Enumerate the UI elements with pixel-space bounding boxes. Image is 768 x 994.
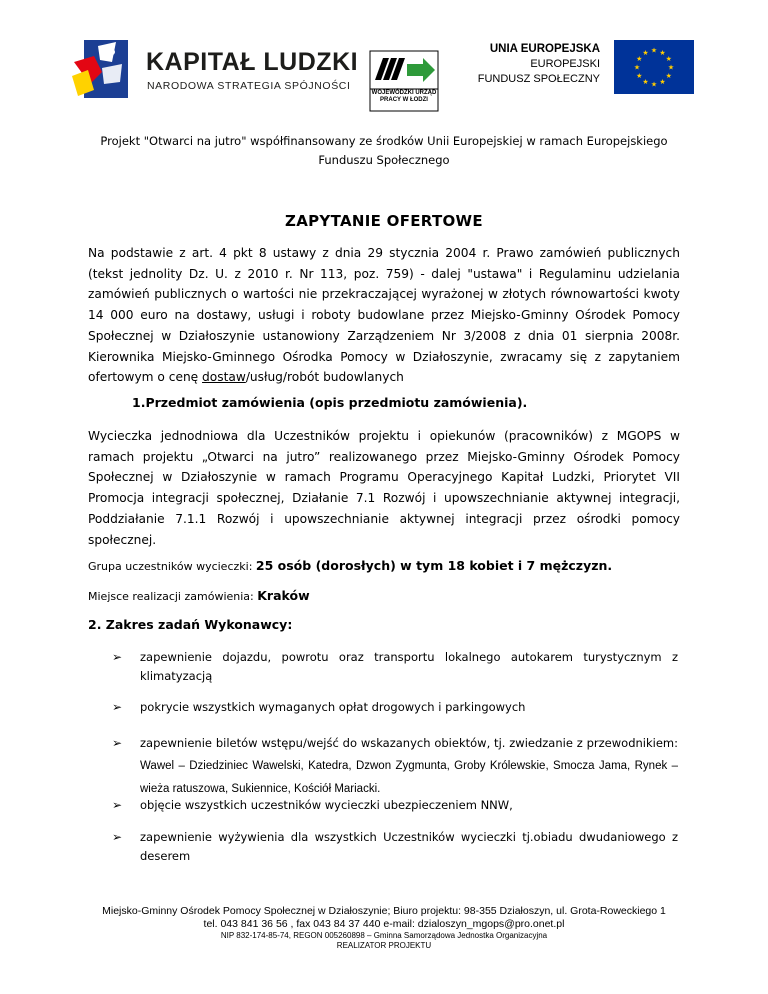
eu-star-icon: ★ <box>633 64 641 72</box>
section1-paragraph: Wycieczka jednodniowa dla Uczestników projektu i opiekunów (pracowników) z MGOPS w ramach projektu „Otwarci na jutro” realizowanego przez Miejsko-Gminny Ośrodek Pomocy Społecznej w Działoszynie w ramach Programu Operacyjnego Kapitał Ludzki, Priorytet VII Promocja integracji społecznej, Działanie 7.1 Rozwój i upowszechnianie aktywnej integracji, Poddziałanie 7.1.1 Rozwój i upowszechnianie aktywnej integracji przez ośrodki pomocy społecznej. <box>88 429 680 547</box>
kapital-ludzki-title: KAPITAŁ LUDZKI <box>146 48 359 76</box>
eu-star-icon: ★ <box>667 64 675 72</box>
document-title: ZAPYTANIE OFERTOWE <box>285 212 483 230</box>
task-list-item-2: ➢ pokrycie wszystkich wymaganych opłat drogowych i parkingowych <box>112 698 678 717</box>
eu-star-icon: ★ <box>665 56 672 63</box>
bullet-arrow-icon: ➢ <box>112 830 123 844</box>
ue-line2: EUROPEJSKI <box>530 58 600 70</box>
ue-line3: FUNDUSZ SPOŁECZNY <box>477 73 600 85</box>
place-value: Kraków <box>257 588 310 603</box>
bullet-arrow-icon: ➢ <box>112 736 123 750</box>
section2-heading: 2. Zakres zadań Wykonawcy: <box>88 617 293 632</box>
eu-star-icon: ★ <box>642 79 649 87</box>
bullet-arrow-icon: ➢ <box>112 700 123 714</box>
footer-line1: Miejsko-Gminny Ośrodek Pomocy Społecznej w Działoszynie; Biuro projektu: 98-355 Działoszyn, ul. Grota-Roweckiego 1 <box>102 905 666 917</box>
bullet-arrow-icon: ➢ <box>112 798 123 812</box>
footer-line2: tel. 043 841 36 56 , fax 043 84 37 440 e-mail: dzialoszyn_mgops@pro.onet.pl <box>203 918 565 930</box>
task-list-item-5: ➢ zapewnienie wyżywienia dla wszystkich Uczestników wycieczki tj.obiadu dwudaniowego z deserem <box>112 830 678 863</box>
bullet-arrow-icon: ➢ <box>112 650 123 664</box>
eu-star-icon: ★ <box>642 49 649 57</box>
page-footer <box>0 905 768 951</box>
footer-line4: REALIZATOR PROJEKTU <box>336 941 432 950</box>
task-list-item-1: ➢ zapewnienie dojazdu, powrotu oraz transportu lokalnego autokarem turystycznym z klimatyzacją <box>112 650 678 683</box>
task-list-item-3: ➢ zapewnienie biletów wstępu/wejść do wskazanych obiektów, tj. zwiedzanie z przewodnikiem: Wawel – Dziedziniec Wawelski, Katedra, Dzwon Zygmunta, Groby Królewskie, Smocza Jama, Rynek – wieża ratuszowa, Sukiennice, Kościół Mariacki. <box>112 732 678 800</box>
eu-star-icon: ★ <box>636 56 643 63</box>
footer-line3: NIP 832-174-85-74, REGON 005260898 – Gminna Samorządowa Jednostka Organizacyjna <box>220 931 548 940</box>
eu-star-icon: ★ <box>650 81 658 89</box>
place-label: Miejsce realizacji zamówienia: <box>88 590 258 603</box>
group-value: 25 osób (dorosłych) w tym 18 kobiet i 7 mężczyzn. <box>255 558 613 573</box>
place-line <box>88 585 680 604</box>
project-header <box>60 132 708 170</box>
intro-paragraph <box>88 243 680 388</box>
section1-heading: 1.Przedmiot zamówienia (opis przedmiotu zamówienia). <box>132 395 528 410</box>
project-header-line1: Projekt "Otwarci na jutro" współfinansowany ze środków Unii Europejskiej w ramach Europejskiego <box>100 134 668 148</box>
eu-flag-icon <box>614 40 694 94</box>
intro-underlined: dostaw <box>202 370 246 385</box>
project-header-line2: Funduszu Społecznego <box>318 153 450 167</box>
ue-title: UNIA EUROPEJSKA <box>489 43 600 55</box>
wup-logo-label: WOJEWÓDZKI URZĄD PRACY W ŁODZI <box>371 90 437 103</box>
eu-star-icon: ★ <box>659 79 666 87</box>
eu-star-icon: ★ <box>636 73 643 80</box>
ue-text-block <box>462 42 600 87</box>
kapital-ludzki-subtitle: NARODOWA STRATEGIA SPÓJNOŚCI <box>147 80 351 92</box>
group-label: Grupa uczestników wycieczki: <box>88 560 256 573</box>
intro-text-before: Na podstawie z art. 4 pkt 8 ustawy z dnia 29 stycznia 2004 r. Prawo zamówień publicznych (tekst jednolity Dz. U. z 2010 r. Nr 113, poz. 759) - dalej "ustawa" i Regulaminu udzielania zamówień publicznych o wartości nie przekraczającej wyrażonej w złotych równowartości kwoty 14 000 euro na dostawy, usługi i roboty budowlane przez Miejsko-Gminny Ośrodek Pomocy Społecznej w Działoszynie ustanowiony Zarządzeniem Nr 3/2008 z dnia 01 sierpnia 2008r. Kierownika Miejsko-Gminnego Ośrodka Pomocy w Działoszynie, zwracamy się z zapytaniem ofertowym o cenę <box>88 246 680 385</box>
eu-star-icon: ★ <box>659 49 666 57</box>
intro-text-after: /usług/robót budowlanych <box>245 370 404 385</box>
eu-star-icon: ★ <box>650 47 658 55</box>
eu-star-icon: ★ <box>665 73 672 80</box>
task-list-item-4: ➢ objęcie wszystkich uczestników wycieczki ubezpieczeniem NNW, <box>112 796 678 815</box>
logo-bar <box>0 28 768 110</box>
kapital-ludzki-logo-icon <box>72 38 134 100</box>
group-line <box>88 555 680 574</box>
